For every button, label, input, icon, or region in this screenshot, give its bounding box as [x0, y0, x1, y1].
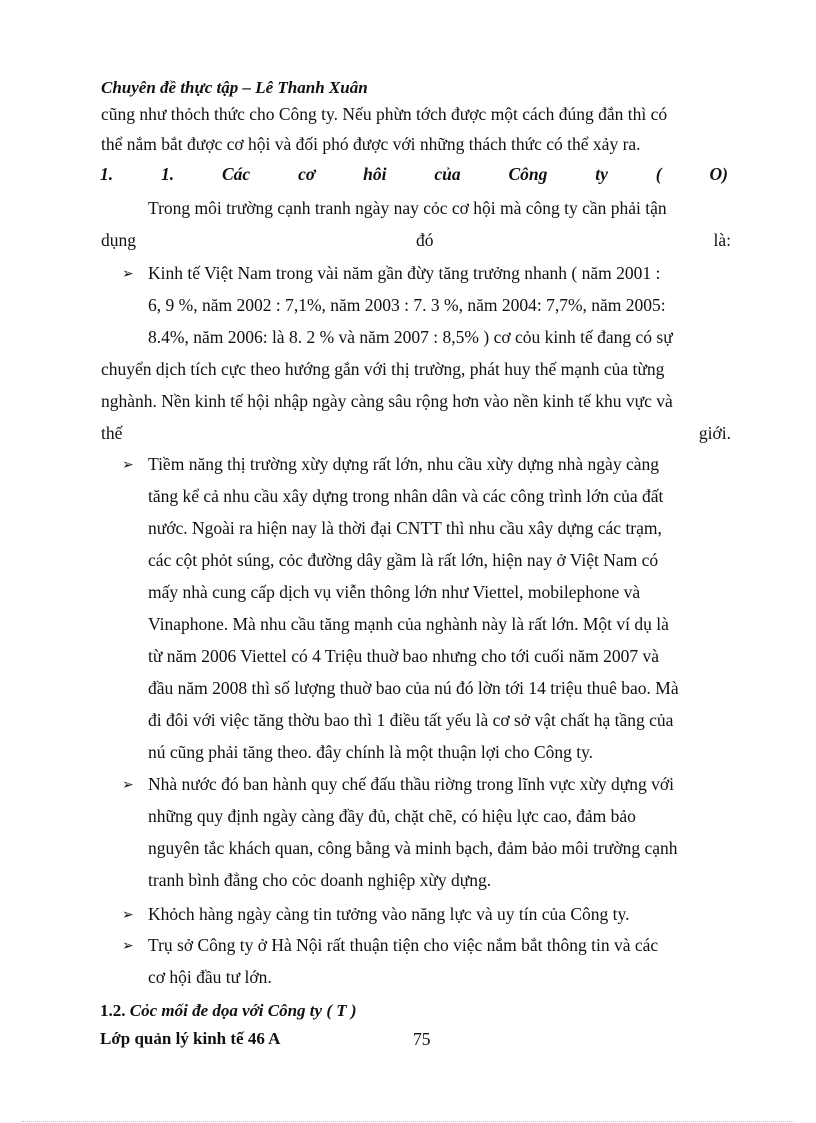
- heading-word: Công: [508, 164, 548, 184]
- bullet-line: nguyên tắc khách quan, công bằng và minh bạch, đảm bảo môi trường cạnh: [148, 838, 678, 858]
- footer-class-label: Lớp quản lý kinh tế 46 A: [100, 1029, 281, 1048]
- bullet-line: Vinaphone. Mà nhu cầu tăng mạnh của nghành này là rất lớn. Một ví dụ là: [148, 614, 669, 634]
- bullet-line: Trụ sở Công ty ở Hà Nội rất thuận tiện cho việc nắm bắt thông tin và các: [148, 935, 659, 955]
- heading-word: cơ: [298, 164, 316, 184]
- bullet-line: nú cũng phải tăng theo. đây chính là một thuận lợi cho Công ty.: [148, 742, 594, 762]
- bullet-line: mấy nhà cung cấp dịch vụ viễn thông lớn như Viettel, mobilephone và: [148, 582, 641, 602]
- heading-word: hôi: [363, 164, 387, 184]
- intro-line: cũng như thỏch thức cho Công ty. Nếu phừn tớch được một cách đúng đắn thì có: [101, 104, 668, 124]
- word: đó: [416, 230, 434, 250]
- section-heading-threats: [100, 1001, 357, 1021]
- section-title: Cỏc mối đe dọa với Công ty ( T ): [129, 1001, 357, 1020]
- bullet-line: Tiềm năng thị trường xừy dựng rất lớn, nhu cầu xừy dựng nhà ngày càng: [148, 454, 659, 474]
- page-number: 75: [413, 1029, 431, 1049]
- bullet-line: 6, 9 %, năm 2002 : 7,1%, năm 2003 : 7. 3 %, năm 2004: 7,7%, năm 2005:: [148, 295, 666, 315]
- bullet-line: tranh bình đẳng cho cỏc doanh nghiệp xừy dựng.: [148, 870, 492, 890]
- bullet-line: các cột phỏt súng, cỏc đường dây gầm là rất lớn, hiện nay ở Việt Nam có: [148, 550, 659, 570]
- arrow-bullet-icon: ➢: [122, 939, 134, 954]
- bullet-line: đầu năm 2008 thì số lượng thuờ bao của nú đó lờn tới 14 triệu thuê bao. Mà: [148, 678, 679, 698]
- bullet-line: những quy định ngày càng đầy đủ, chặt chẽ, có hiệu lực cao, đảm bảo: [148, 806, 636, 826]
- word: dụng: [101, 230, 136, 250]
- bullet-line: cơ hội đầu tư lớn.: [148, 967, 272, 987]
- bullet-line: Khỏch hàng ngày càng tin tưởng vào năng lực và uy tín của Công ty.: [148, 904, 630, 924]
- bullet-line: chuyển dịch tích cực theo hướng gắn với thị trường, phát huy thế mạnh của từng: [101, 359, 665, 379]
- heading-word: (: [655, 164, 662, 184]
- bullet-line: đi đôi với việc tăng thờu bao thì 1 điều tất yếu là cơ sở vật chất hạ tầng của: [148, 710, 674, 730]
- heading-word: của: [434, 164, 461, 184]
- bullet-line: tăng kể cả nhu cầu xây dựng trong nhân dân và các công trình lớn của đất: [148, 486, 664, 506]
- paragraph-line: Trong môi trường cạnh tranh ngày nay cỏc cơ hội mà công ty cần phải tận: [148, 198, 667, 218]
- section-number: 1.2.: [100, 1001, 126, 1020]
- arrow-bullet-icon: ➢: [122, 778, 134, 793]
- page-header: Chuyên đề thực tập – Lê Thanh Xuân: [101, 78, 368, 97]
- bullet-line: Nhà nước đó ban hành quy chế đấu thầu riờng trong lĩnh vực xừy dựng với: [148, 774, 674, 794]
- arrow-bullet-icon: ➢: [122, 908, 134, 923]
- heading-word: Các: [222, 164, 251, 184]
- bullet-line-justified: [101, 423, 731, 444]
- word: là:: [713, 230, 731, 250]
- heading-word: 1.: [161, 164, 175, 184]
- bullet-line: 8.4%, năm 2006: là 8. 2 % và năm 2007 : 8,5% ) cơ cỏu kinh tế đang có sự: [148, 327, 673, 347]
- paragraph-line-justified: [101, 230, 731, 251]
- bullet-line: nghành. Nền kinh tế hội nhập ngày càng sâu rộng hơn vào nền kinh tế khu vực và: [101, 391, 673, 411]
- word: thế: [101, 423, 123, 443]
- heading-word: ty: [595, 164, 608, 184]
- heading-word: 1.: [100, 164, 114, 184]
- bullet-line: Kinh tế Việt Nam trong vài năm gần đừy tăng trưởng nhanh ( năm 2001 :: [148, 263, 661, 283]
- arrow-bullet-icon: ➢: [122, 458, 134, 473]
- bullet-line: nước. Ngoài ra hiện nay là thời đại CNTT thì nhu cầu xây dựng các trạm,: [148, 518, 662, 538]
- heading-word: O): [709, 164, 728, 184]
- bullet-line: từ năm 2006 Viettel có 4 Triệu thuờ bao nhưng cho tới cuối năm 2007 và: [148, 646, 659, 666]
- page-bottom-divider: [22, 1121, 794, 1122]
- section-heading-opportunities: [100, 164, 728, 185]
- word: giới.: [698, 423, 731, 443]
- intro-line: thể nắm bắt được cơ hội và đối phó được với những thách thức có thể xảy ra.: [101, 134, 641, 154]
- arrow-bullet-icon: ➢: [122, 267, 134, 282]
